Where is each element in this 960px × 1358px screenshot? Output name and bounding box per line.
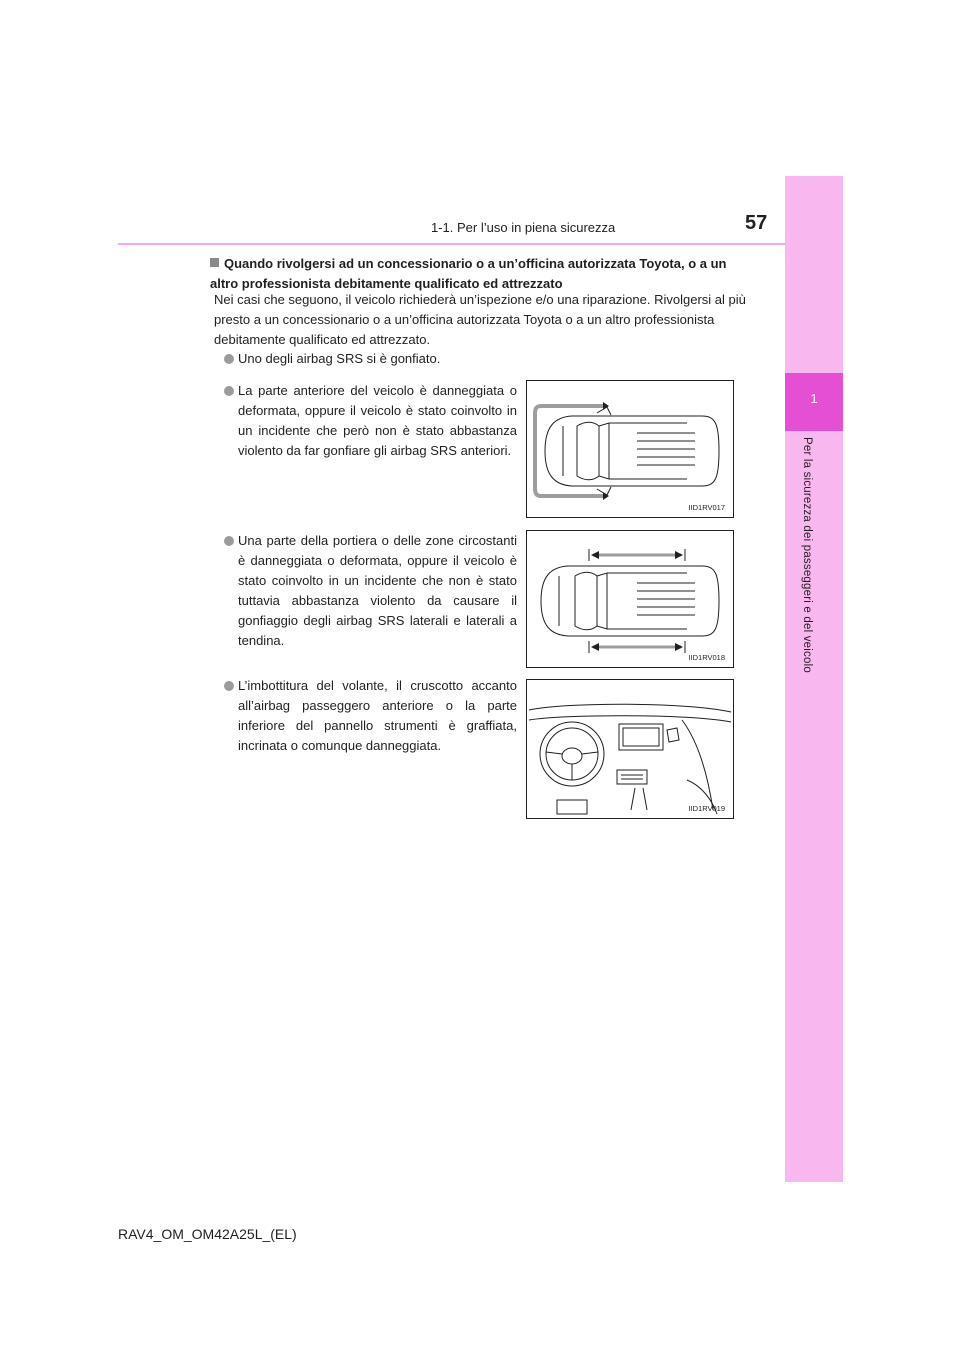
chapter-title: Per la sicurezza dei passeggeri e del veicolo: [801, 437, 813, 673]
figure-side-damage: [526, 530, 734, 668]
list-item: [224, 381, 517, 461]
list-item-text: La parte anteriore del veicolo è danneggiata o deformata, oppure il veicolo è stato coinvolto in un incidente che però non è stato abbastanza violento da far gonfiare gli airbag SRS anteriori.: [238, 383, 517, 458]
figure-code: IID1RV019: [688, 804, 725, 813]
section-title: 1-1. Per l’uso in piena sicurezza: [431, 220, 616, 235]
car-side-damage-illustration: [527, 531, 733, 667]
footer-model-code: RAV4_OM_OM42A25L_(EL): [118, 1226, 297, 1242]
chapter-title-container: [801, 437, 823, 692]
list-item: [224, 531, 517, 651]
intro-paragraph: Nei casi che seguono, il veicolo richiederà un’ispezione e/o una riparazione. Rivolgersi al più presto a un concessionario o a un’officina autorizzata Toyota o a un altro professionista debitamente qualificato ed attrezzato.: [214, 292, 746, 347]
section-heading: [210, 254, 750, 294]
list-item-text: L’imbottitura del volante, il cruscotto accanto all’airbag passeggero anteriore o la parte inferiore del pannello strumenti è graffiata, incrinata o comunque danneggiata.: [238, 678, 517, 753]
figure-code: IID1RV017: [688, 503, 725, 512]
bullet-icon: [224, 681, 234, 691]
bullet-icon: [224, 536, 234, 546]
bullet-icon: [224, 354, 234, 364]
list-item-text: Una parte della portiera o delle zone circostanti è danneggiata o deformata, oppure il veicolo è stato coinvolto in un incidente che non è stato tuttavia abbastanza violento da causare il gonfiaggio degli airbag SRS laterali e laterali a tendina.: [238, 533, 517, 648]
bullet-icon: [224, 386, 234, 396]
page-number: 57: [745, 212, 768, 234]
list-item: [224, 349, 764, 369]
figure-code: IID1RV018: [688, 653, 725, 662]
list-item: [224, 676, 517, 756]
header-divider: [118, 243, 786, 245]
figure-front-damage: [526, 380, 734, 518]
square-bullet-icon: [210, 258, 219, 267]
list-item-text: Uno degli airbag SRS si è gonfiato.: [238, 351, 441, 366]
dashboard-interior-illustration: [527, 680, 733, 818]
car-front-damage-illustration: [527, 381, 733, 517]
chapter-number: 1: [810, 391, 818, 406]
figure-dashboard: [526, 679, 734, 819]
heading-text: Quando rivolgersi ad un concessionario o a un’officina autorizzata Toyota, o a un altro professionista debitamente qualificato ed attrezzato: [210, 256, 727, 291]
chapter-number-tab: [785, 373, 843, 431]
